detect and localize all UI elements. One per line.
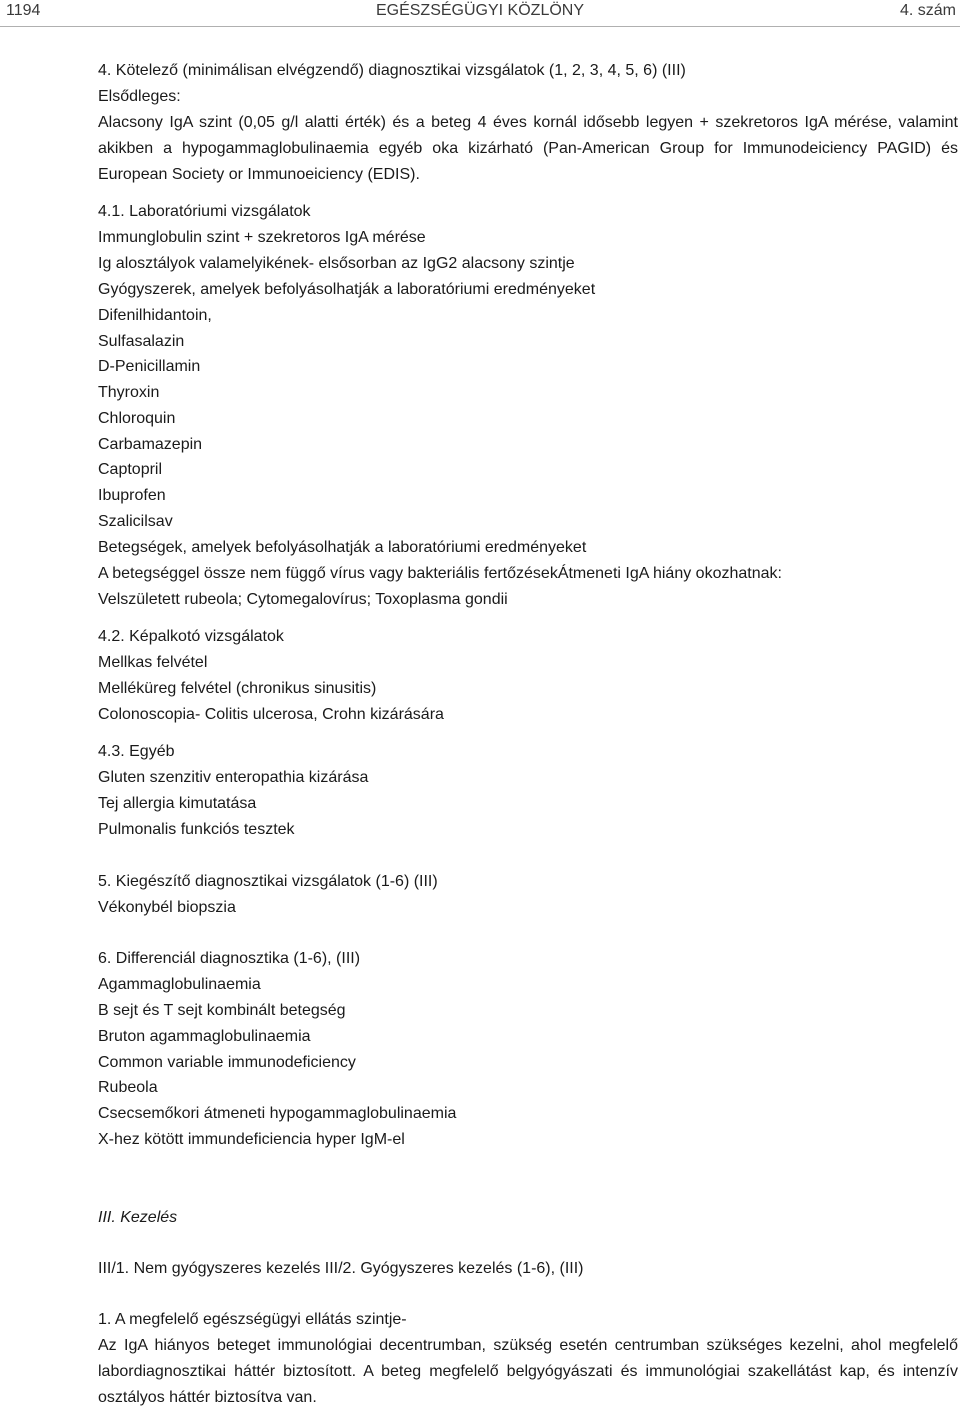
section-4-paragraph-line: Alacsony IgA szint (0,05 g/l alatti érték) és a beteg 4 éves kornál idősebb legyen + szekretoros IgA mérése, valamint [98,114,958,131]
list-item: A betegséggel össze nem függő vírus vagy bakteriális fertőzésekÁtmeneti IgA hiány okozhatnak: [98,565,782,582]
list-item: Carbamazepin [98,436,203,453]
list-item: Velszületett rubeola; Cytomegalovírus; Toxoplasma gondii [98,591,508,608]
list-item: Tej allergia kimutatása [98,795,257,812]
section-iii-paragraph-line: Az IgA hiányos beteget immunológiai decentrumban, szükség esetén centrumban szükséges kezelni, ahol megfelelő [98,1337,958,1354]
journal-title: EGÉSZSÉGÜGYI KÖZLÖNY [375,2,585,19]
section-4-3-heading: 4.3. Egyéb [98,743,175,760]
section-iii-heading: III. Kezelés [98,1209,178,1226]
list-item: D-Penicillamin [98,358,201,375]
list-item: Thyroxin [98,384,160,401]
list-item: Colonoscopia- Colitis ulcerosa, Crohn kizárására [98,706,444,723]
page-number: 1194 [6,2,41,19]
list-item: Pulmonalis funkciós tesztek [98,821,295,838]
list-item: B sejt és T sejt kombinált betegség [98,1002,346,1019]
list-item: Agammaglobulinaemia [98,976,261,993]
list-item: Chloroquin [98,410,176,427]
list-item: Immunglobulin szint + szekretoros IgA mérése [98,229,426,246]
issue-number: 4. szám [899,2,956,19]
list-item: X-hez kötött immundeficiencia hyper IgM-el [98,1131,405,1148]
list-item: Rubeola [98,1079,158,1096]
list-item: Sulfasalazin [98,333,185,350]
section-4-paragraph-line: akikben a hypogammaglobulinaemia egyéb oka kizárható (Pan-American Group for Immunodeiciency PAGID) és [98,140,958,157]
section-5-heading: 5. Kiegészítő diagnosztikai vizsgálatok (1-6) (III) [98,873,438,890]
list-item: Csecsemőkori átmeneti hypogammaglobulinaemia [98,1105,457,1122]
list-item: Betegségek, amelyek befolyásolhatják a laboratóriumi eredményeket [98,539,587,556]
list-item: Captopril [98,461,163,478]
section-4-1-heading: 4.1. Laboratóriumi vizsgálatok [98,203,311,220]
section-4-heading: 4. Kötelező (minimálisan elvégzendő) diagnosztikai vizsgálatok (1, 2, 3, 4, 5, 6) (III) [98,62,686,79]
list-item: Common variable immunodeficiency [98,1054,356,1071]
item-1-heading: 1. A megfelelő egészségügyi ellátás szintje- [98,1311,407,1328]
list-item: Gluten szenzitiv enteropathia kizárása [98,769,369,786]
list-item: Difenilhidantoin, [98,307,212,324]
section-4-2-heading: 4.2. Képalkotó vizsgálatok [98,628,284,645]
list-item: Ig alosztályok valamelyikének- elsősorban az IgG2 alacsony szintje [98,255,575,272]
section-6-heading: 6. Differenciál diagnosztika (1-6), (III) [98,950,361,967]
page-header [0,0,960,27]
list-item: Melléküreg felvétel (chronikus sinusitis) [98,680,377,697]
list-item: Mellkas felvétel [98,654,208,671]
list-item: Gyógyszerek, amelyek befolyásolhatják a laboratóriumi eredményeket [98,281,596,298]
primary-label: Elsődleges: [98,88,181,105]
section-iii-subheading: III/1. Nem gyógyszeres kezelés III/2. Gyógyszeres kezelés (1-6), (III) [98,1260,584,1277]
list-item: Vékonybél biopszia [98,899,236,916]
section-4-paragraph-line: European Society or Immunoeiciency (EDIS). [98,166,420,183]
section-iii-paragraph-line: labordiagnosztikai háttér biztosított. A beteg megfelelő belgyógyászati és immunológiai szakellátást kap, és intenzív [98,1363,958,1380]
list-item: Szalicilsav [98,513,173,530]
list-item: Ibuprofen [98,487,166,504]
section-iii-paragraph-line: osztályos háttér biztosítva van. [98,1389,317,1406]
list-item: Bruton agammaglobulinaemia [98,1028,311,1045]
